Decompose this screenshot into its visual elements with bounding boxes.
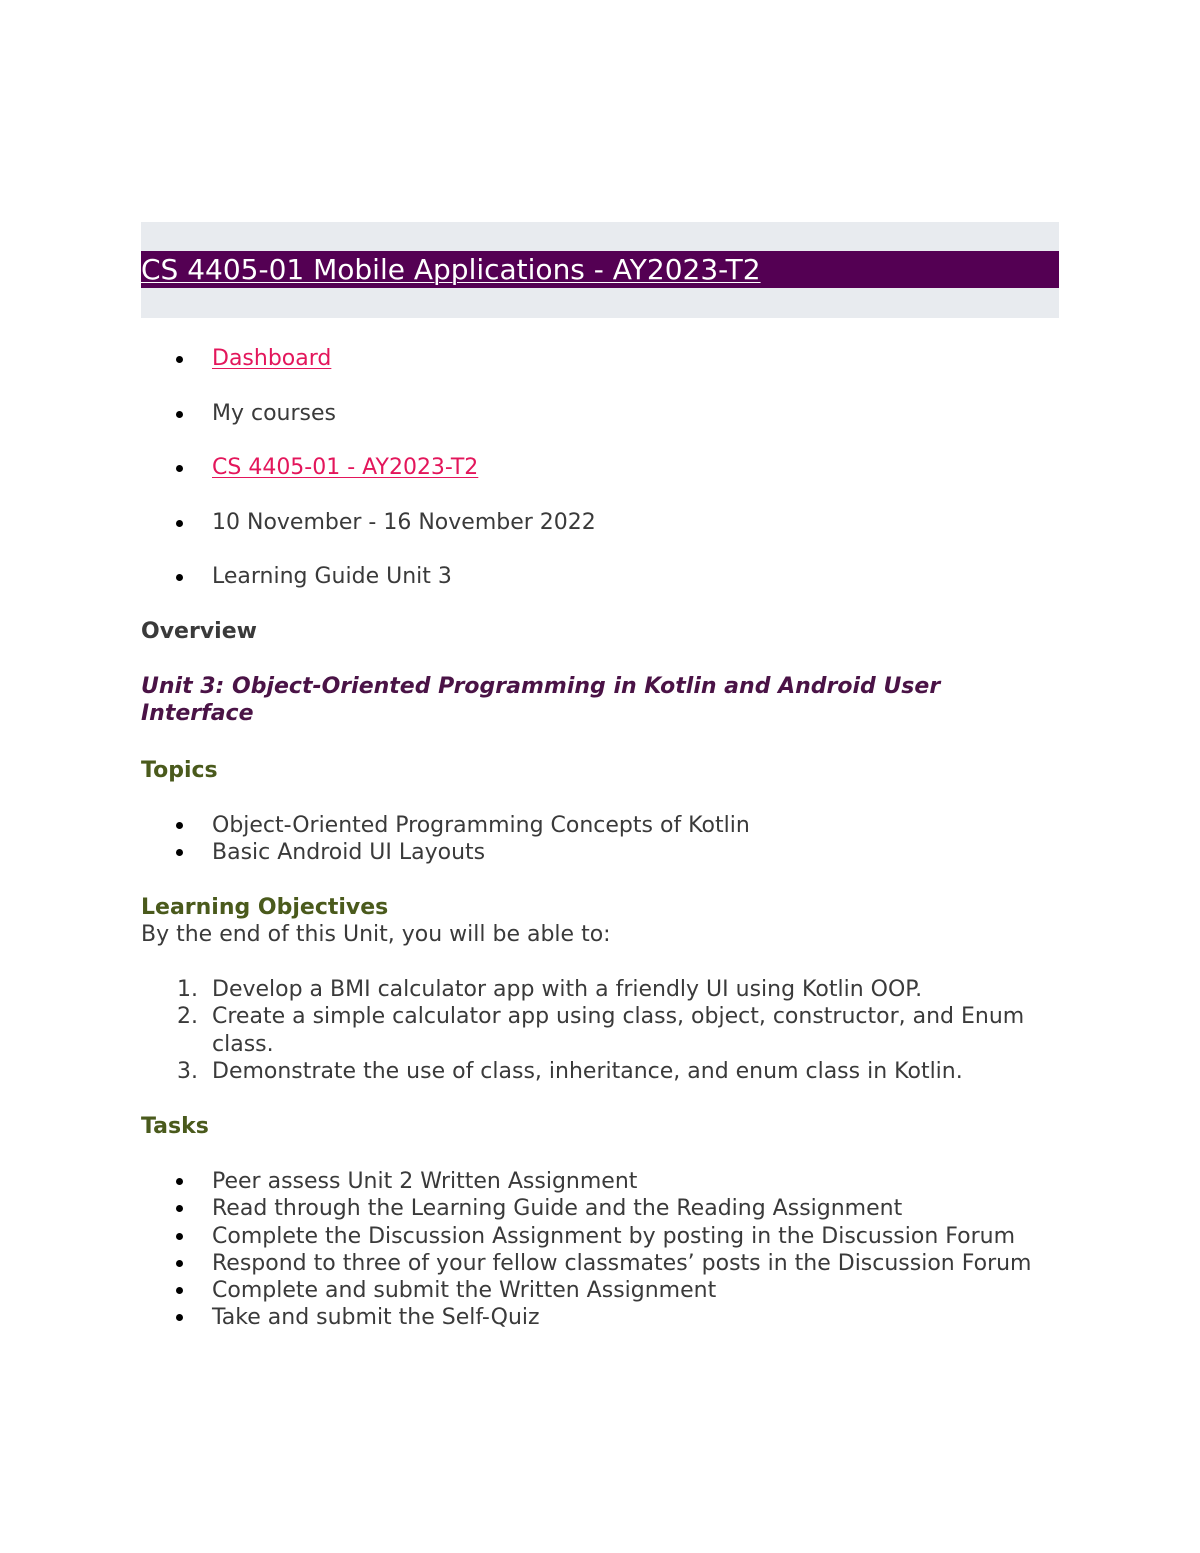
objectives-intro: By the end of this Unit, you will be able to:	[141, 922, 611, 947]
tasks-list	[141, 1168, 1059, 1332]
bullet-icon	[176, 574, 183, 581]
breadcrumb-item-my-courses	[141, 391, 1059, 437]
tasks-heading: Tasks	[141, 1114, 209, 1139]
breadcrumb-item-learning-guide	[141, 554, 1059, 600]
unit-title: Unit 3: Object-Oriented Programming in Kotlin and Android User Interface	[141, 674, 941, 726]
bullet-icon	[176, 1314, 183, 1321]
task-text: Take and submit the Self-Quiz	[212, 1305, 540, 1331]
list-item	[141, 1058, 1059, 1085]
objective-text: Create a simple calculator app using class, object, constructor, and Enum class.	[212, 1004, 1025, 1057]
objective-text: Demonstrate the use of class, inheritance, and enum class in Kotlin.	[212, 1058, 963, 1084]
task-text: Read through the Learning Guide and the Reading Assignment	[212, 1196, 903, 1222]
bullet-icon	[176, 1178, 183, 1185]
learning-objectives-heading: Learning Objectives	[141, 895, 389, 920]
course-link[interactable]: CS 4405-01 - AY2023-T2	[212, 455, 479, 480]
bullet-icon	[176, 849, 183, 856]
task-text: Respond to three of your fellow classmates’ posts in the Discussion Forum	[212, 1250, 1032, 1276]
bullet-icon	[176, 356, 183, 363]
breadcrumb-item-dashboard	[141, 336, 1059, 382]
task-text: Peer assess Unit 2 Written Assignment	[212, 1169, 638, 1194]
course-title-link[interactable]: CS 4405-01 Mobile Applications - AY2023-T2	[141, 253, 761, 286]
breadcrumb	[141, 336, 1059, 609]
course-title-bar	[141, 251, 1059, 288]
list-item	[141, 1223, 1059, 1250]
list-item	[141, 1195, 1059, 1222]
list-number: 1.	[177, 977, 198, 1002]
list-item	[141, 1304, 1059, 1331]
list-item	[141, 1277, 1059, 1304]
list-number: 2.	[177, 1004, 198, 1030]
bullet-icon	[176, 1233, 183, 1240]
list-item	[141, 839, 1059, 866]
bullet-icon	[176, 1287, 183, 1294]
list-item	[141, 1003, 1059, 1058]
learning-guide-label: Learning Guide Unit 3	[212, 564, 452, 589]
bullet-icon	[176, 520, 183, 527]
overview-heading: Overview	[141, 619, 257, 644]
bullet-icon	[176, 411, 183, 418]
topic-text: Object-Oriented Programming Concepts of Kotlin	[212, 813, 750, 838]
bullet-icon	[176, 1260, 183, 1267]
breadcrumb-item-week	[141, 500, 1059, 546]
topic-text: Basic Android UI Layouts	[212, 840, 486, 866]
breadcrumb-item-course	[141, 445, 1059, 491]
bullet-icon	[176, 465, 183, 472]
bullet-icon	[176, 1205, 183, 1212]
topics-heading: Topics	[141, 758, 218, 783]
task-text: Complete and submit the Written Assignment	[212, 1278, 717, 1304]
objective-text: Develop a BMI calculator app with a friendly UI using Kotlin OOP.	[212, 977, 923, 1002]
list-item	[141, 812, 1059, 839]
bullet-icon	[176, 822, 183, 829]
list-number: 3.	[177, 1058, 198, 1084]
topics-list	[141, 812, 1059, 867]
task-text: Complete the Discussion Assignment by posting in the Discussion Forum	[212, 1223, 1016, 1249]
list-item	[141, 1250, 1059, 1277]
list-item	[141, 976, 1059, 1003]
my-courses-label: My courses	[212, 400, 336, 426]
course-header	[141, 222, 1059, 318]
objectives-list	[141, 976, 1059, 1085]
week-label: 10 November - 16 November 2022	[212, 509, 596, 535]
dashboard-link[interactable]: Dashboard	[212, 346, 332, 371]
list-item	[141, 1168, 1059, 1195]
